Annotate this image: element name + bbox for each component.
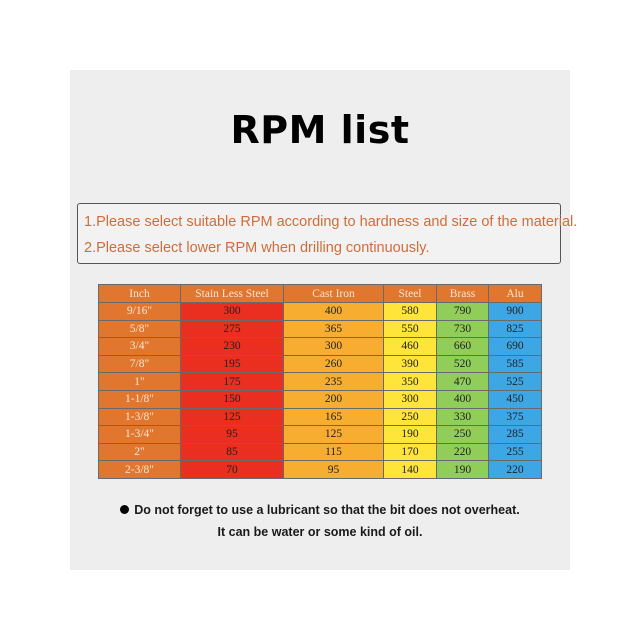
cell-stainless-steel: 95 xyxy=(181,426,284,444)
header-steel: Steel xyxy=(384,285,437,303)
table-row xyxy=(99,408,542,426)
cell-brass: 790 xyxy=(437,303,489,321)
cell-cast-iron: 400 xyxy=(284,303,384,321)
cell-brass: 330 xyxy=(437,408,489,426)
cell-stainless-steel: 175 xyxy=(181,373,284,391)
cell-inch: 1" xyxy=(99,373,181,391)
cell-alu: 285 xyxy=(489,426,542,444)
cell-cast-iron: 365 xyxy=(284,320,384,338)
cell-steel: 580 xyxy=(384,303,437,321)
cell-brass: 520 xyxy=(437,355,489,373)
cell-cast-iron: 115 xyxy=(284,443,384,461)
table-row xyxy=(99,320,542,338)
cell-brass: 190 xyxy=(437,461,489,479)
table-row xyxy=(99,355,542,373)
cell-cast-iron: 95 xyxy=(284,461,384,479)
cell-inch: 1-1/8" xyxy=(99,390,181,408)
table-row xyxy=(99,373,542,391)
cell-steel: 390 xyxy=(384,355,437,373)
cell-stainless-steel: 300 xyxy=(181,303,284,321)
header-inch: Inch xyxy=(99,285,181,303)
table-row xyxy=(99,390,542,408)
cell-inch: 2-3/8" xyxy=(99,461,181,479)
cell-stainless-steel: 275 xyxy=(181,320,284,338)
rpm-table xyxy=(98,284,542,479)
bullet-icon xyxy=(120,505,129,514)
cell-brass: 400 xyxy=(437,390,489,408)
cell-alu: 375 xyxy=(489,408,542,426)
header-alu: Alu xyxy=(489,285,542,303)
cell-inch: 1-3/4" xyxy=(99,426,181,444)
table-row xyxy=(99,426,542,444)
cell-alu: 825 xyxy=(489,320,542,338)
table-row xyxy=(99,338,542,356)
cell-steel: 250 xyxy=(384,408,437,426)
cell-steel: 460 xyxy=(384,338,437,356)
header-stainless-steel: Stain Less Steel xyxy=(181,285,284,303)
cell-cast-iron: 235 xyxy=(284,373,384,391)
cell-steel: 140 xyxy=(384,461,437,479)
page-title: RPM list xyxy=(230,108,410,152)
footer-line-1 xyxy=(0,503,640,517)
cell-inch: 2" xyxy=(99,443,181,461)
cell-steel: 300 xyxy=(384,390,437,408)
table-header-row xyxy=(99,285,542,303)
footer-line-2: It can be water or some kind of oil. xyxy=(217,525,423,539)
header-brass: Brass xyxy=(437,285,489,303)
cell-inch: 5/8" xyxy=(99,320,181,338)
cell-cast-iron: 165 xyxy=(284,408,384,426)
cell-stainless-steel: 150 xyxy=(181,390,284,408)
note-1: 1.Please select suitable RPM according to hardness and size of the material. xyxy=(84,214,578,230)
cell-inch: 3/4" xyxy=(99,338,181,356)
table-row xyxy=(99,443,542,461)
cell-brass: 660 xyxy=(437,338,489,356)
cell-alu: 220 xyxy=(489,461,542,479)
cell-alu: 525 xyxy=(489,373,542,391)
cell-steel: 350 xyxy=(384,373,437,391)
cell-alu: 255 xyxy=(489,443,542,461)
cell-inch: 9/16" xyxy=(99,303,181,321)
cell-stainless-steel: 70 xyxy=(181,461,284,479)
cell-stainless-steel: 125 xyxy=(181,408,284,426)
cell-alu: 900 xyxy=(489,303,542,321)
header-cast-iron: Cast Iron xyxy=(284,285,384,303)
cell-alu: 450 xyxy=(489,390,542,408)
note-2: 2.Please select lower RPM when drilling continuously. xyxy=(84,240,430,256)
cell-brass: 730 xyxy=(437,320,489,338)
table-row xyxy=(99,303,542,321)
footer-text-1: Do not forget to use a lubricant so that the bit does not overheat. xyxy=(134,503,520,517)
cell-cast-iron: 300 xyxy=(284,338,384,356)
cell-brass: 250 xyxy=(437,426,489,444)
cell-steel: 550 xyxy=(384,320,437,338)
cell-alu: 690 xyxy=(489,338,542,356)
cell-cast-iron: 125 xyxy=(284,426,384,444)
cell-cast-iron: 200 xyxy=(284,390,384,408)
cell-inch: 7/8" xyxy=(99,355,181,373)
notes-box xyxy=(77,203,578,264)
cell-steel: 190 xyxy=(384,426,437,444)
cell-stainless-steel: 85 xyxy=(181,443,284,461)
cell-brass: 220 xyxy=(437,443,489,461)
cell-steel: 170 xyxy=(384,443,437,461)
table-row xyxy=(99,461,542,479)
cell-alu: 585 xyxy=(489,355,542,373)
cell-brass: 470 xyxy=(437,373,489,391)
cell-stainless-steel: 195 xyxy=(181,355,284,373)
cell-inch: 1-3/8" xyxy=(99,408,181,426)
cell-stainless-steel: 230 xyxy=(181,338,284,356)
cell-cast-iron: 260 xyxy=(284,355,384,373)
